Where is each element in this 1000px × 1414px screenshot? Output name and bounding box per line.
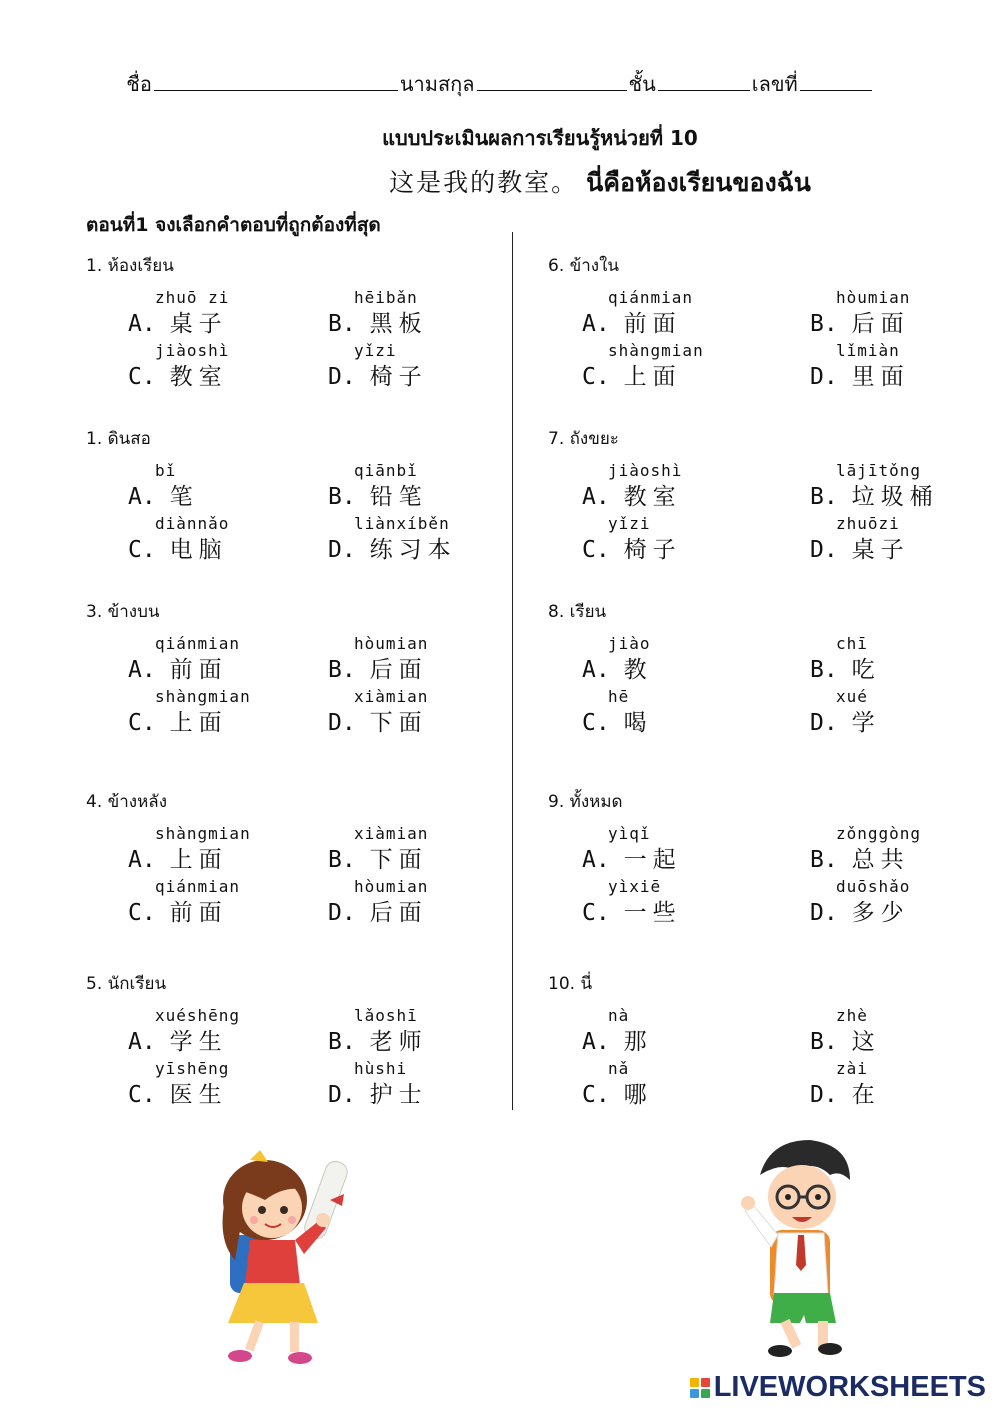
option-hanzi: 一起 xyxy=(623,847,682,873)
option-pinyin: jiàoshì xyxy=(608,461,683,480)
answer-option-b[interactable] xyxy=(810,651,881,684)
option-letter: C. xyxy=(128,537,156,563)
answer-option-c[interactable] xyxy=(128,531,228,564)
option-letter: D. xyxy=(328,900,356,926)
option-hanzi: 医生 xyxy=(169,1082,228,1108)
option-letter: A. xyxy=(582,311,610,337)
student-info-line xyxy=(0,68,1000,100)
option-letter: C. xyxy=(582,1082,610,1108)
answer-option-d[interactable] xyxy=(328,704,428,737)
girl-student-illustration xyxy=(210,1140,360,1375)
answer-option-a[interactable] xyxy=(582,305,682,338)
answer-option-d[interactable] xyxy=(328,531,457,564)
option-hanzi: 前面 xyxy=(169,900,228,926)
section-title: ตอนที่1 จงเลือกคำตอบที่ถูกต้องที่สุด xyxy=(86,214,381,236)
answer-option-b[interactable] xyxy=(328,1023,428,1056)
option-hanzi: 哪 xyxy=(623,1082,653,1108)
option-hanzi: 上面 xyxy=(169,710,228,736)
option-pinyin: hē xyxy=(608,687,630,706)
unit-title: แบบประเมินผลการเรียนรู้หน่วยที่ 10 xyxy=(382,126,698,150)
name-blank[interactable] xyxy=(154,72,398,91)
option-pinyin: jiàoshì xyxy=(155,341,230,360)
liveworksheets-logo-text: LIVEWORKSHEETS xyxy=(713,1371,986,1403)
answer-option-c[interactable] xyxy=(128,894,228,927)
option-letter: A. xyxy=(582,657,610,683)
option-letter: D. xyxy=(810,710,838,736)
option-pinyin: zhuō zi xyxy=(155,288,230,307)
option-hanzi: 椅子 xyxy=(369,364,428,390)
option-letter: A. xyxy=(582,1029,610,1055)
answer-option-c[interactable] xyxy=(582,1076,653,1109)
answer-option-d[interactable] xyxy=(328,358,428,391)
option-hanzi: 教 xyxy=(623,657,653,683)
question-label: 6. ข้างใน xyxy=(548,256,620,276)
option-letter: A. xyxy=(582,484,610,510)
option-letter: B. xyxy=(810,484,838,510)
column-divider xyxy=(512,232,513,1110)
option-letter: C. xyxy=(128,1082,156,1108)
option-pinyin: nà xyxy=(608,1006,630,1025)
option-pinyin: zhè xyxy=(836,1006,868,1025)
option-letter: B. xyxy=(328,657,356,683)
option-pinyin: yǐzi xyxy=(354,341,397,360)
option-letter: C. xyxy=(128,710,156,736)
option-hanzi: 垃圾桶 xyxy=(851,484,939,510)
answer-option-c[interactable] xyxy=(582,358,682,391)
option-pinyin: liànxíběn xyxy=(354,514,450,533)
option-pinyin: xuéshēng xyxy=(155,1006,241,1025)
option-hanzi: 上面 xyxy=(623,364,682,390)
surname-label: นามสกุล xyxy=(399,72,475,96)
liveworksheets-logo-icon xyxy=(690,1378,710,1398)
answer-option-a[interactable] xyxy=(128,1023,228,1056)
option-letter: A. xyxy=(128,1029,156,1055)
option-letter: A. xyxy=(128,311,156,337)
option-pinyin: qiánmian xyxy=(155,634,241,653)
question-label: 3. ข้างบน xyxy=(86,602,160,622)
option-pinyin: xiàmian xyxy=(354,824,429,843)
option-hanzi: 下面 xyxy=(369,710,428,736)
option-letter: C. xyxy=(582,364,610,390)
answer-option-a[interactable] xyxy=(128,841,228,874)
answer-option-d[interactable] xyxy=(810,894,910,927)
option-letter: C. xyxy=(582,900,610,926)
option-letter: D. xyxy=(810,364,838,390)
option-pinyin: jiào xyxy=(608,634,651,653)
option-pinyin: hòumian xyxy=(354,634,429,653)
option-pinyin: nǎ xyxy=(608,1059,630,1078)
option-hanzi: 那 xyxy=(623,1029,653,1055)
answer-option-a[interactable] xyxy=(582,478,682,511)
question-label: 1. ห้องเรียน xyxy=(86,256,174,276)
option-letter: D. xyxy=(328,1082,356,1108)
option-pinyin: shàngmian xyxy=(155,687,251,706)
option-hanzi: 椅子 xyxy=(623,537,682,563)
option-hanzi: 上面 xyxy=(169,847,228,873)
option-letter: B. xyxy=(810,657,838,683)
option-hanzi: 桌子 xyxy=(851,537,910,563)
option-pinyin: yìqǐ xyxy=(608,824,651,843)
answer-option-d[interactable] xyxy=(810,358,910,391)
option-hanzi: 老师 xyxy=(369,1029,428,1055)
answer-option-c[interactable] xyxy=(128,704,228,737)
option-hanzi: 学生 xyxy=(169,1029,228,1055)
option-pinyin: hòumian xyxy=(836,288,911,307)
answer-option-a[interactable] xyxy=(582,651,653,684)
liveworksheets-logo[interactable] xyxy=(690,1371,986,1404)
option-hanzi: 多少 xyxy=(851,900,910,926)
option-hanzi: 总共 xyxy=(851,847,910,873)
question-label: 4. ข้างหลัง xyxy=(86,792,168,812)
answer-option-c[interactable] xyxy=(128,1076,228,1109)
option-pinyin: hòumian xyxy=(354,877,429,896)
option-letter: D. xyxy=(810,537,838,563)
question-label: 10. นี่ xyxy=(548,974,593,994)
option-pinyin: hùshi xyxy=(354,1059,408,1078)
option-pinyin: qiánmian xyxy=(608,288,694,307)
option-hanzi: 后面 xyxy=(369,657,428,683)
option-letter: B. xyxy=(328,484,356,510)
answer-option-d[interactable] xyxy=(328,1076,428,1109)
answer-option-b[interactable] xyxy=(810,841,910,874)
answer-option-b[interactable] xyxy=(328,651,428,684)
answer-option-b[interactable] xyxy=(328,478,428,511)
answer-option-d[interactable] xyxy=(810,704,881,737)
surname-blank[interactable] xyxy=(477,72,627,91)
question-label: 5. นักเรียน xyxy=(86,974,167,994)
option-letter: A. xyxy=(582,847,610,873)
option-letter: A. xyxy=(128,484,156,510)
answer-option-a[interactable] xyxy=(582,841,682,874)
option-hanzi: 练习本 xyxy=(369,537,457,563)
option-pinyin: lājītǒng xyxy=(836,461,922,480)
option-letter: C. xyxy=(582,537,610,563)
answer-option-d[interactable] xyxy=(810,531,910,564)
option-hanzi: 一些 xyxy=(623,900,682,926)
option-hanzi: 在 xyxy=(851,1082,881,1108)
option-hanzi: 黑板 xyxy=(369,311,428,337)
option-letter: D. xyxy=(328,537,356,563)
option-letter: C. xyxy=(128,364,156,390)
option-letter: C. xyxy=(582,710,610,736)
option-hanzi: 下面 xyxy=(369,847,428,873)
option-pinyin: yīshēng xyxy=(155,1059,230,1078)
answer-option-a[interactable] xyxy=(128,478,199,511)
main-title-chinese: 这是我的教室。 xyxy=(389,168,579,197)
answer-option-b[interactable] xyxy=(328,841,428,874)
option-hanzi: 喝 xyxy=(623,710,653,736)
number-label: เลขที่ xyxy=(751,72,798,96)
option-hanzi: 护士 xyxy=(369,1082,428,1108)
option-pinyin: chī xyxy=(836,634,868,653)
option-letter: B. xyxy=(328,1029,356,1055)
option-hanzi: 后面 xyxy=(851,311,910,337)
answer-option-c[interactable] xyxy=(582,531,682,564)
option-pinyin: shàngmian xyxy=(155,824,251,843)
answer-option-d[interactable] xyxy=(810,1076,881,1109)
answer-option-a[interactable] xyxy=(128,651,228,684)
answer-option-c[interactable] xyxy=(582,704,653,737)
answer-option-b[interactable] xyxy=(810,1023,881,1056)
option-letter: D. xyxy=(328,364,356,390)
option-hanzi: 吃 xyxy=(851,657,881,683)
name-label: ชื่อ xyxy=(126,72,152,96)
answer-option-b[interactable] xyxy=(810,478,939,511)
option-pinyin: xué xyxy=(836,687,868,706)
question-label: 7. ถังขยะ xyxy=(548,429,619,449)
answer-option-a[interactable] xyxy=(128,305,228,338)
option-hanzi: 前面 xyxy=(169,657,228,683)
question-label: 9. ทั้งหมด xyxy=(548,792,623,812)
option-hanzi: 前面 xyxy=(623,311,682,337)
answer-option-c[interactable] xyxy=(128,358,228,391)
option-pinyin: qiānbǐ xyxy=(354,461,418,480)
option-hanzi: 这 xyxy=(851,1029,881,1055)
option-hanzi: 后面 xyxy=(369,900,428,926)
question-label: 1. ดินสอ xyxy=(86,429,151,449)
option-letter: B. xyxy=(810,847,838,873)
option-pinyin: xiàmian xyxy=(354,687,429,706)
option-letter: B. xyxy=(328,311,356,337)
option-hanzi: 铅笔 xyxy=(369,484,428,510)
answer-option-b[interactable] xyxy=(328,305,428,338)
option-letter: D. xyxy=(328,710,356,736)
main-title xyxy=(0,163,1000,203)
option-letter: D. xyxy=(810,900,838,926)
option-hanzi: 学 xyxy=(851,710,881,736)
option-hanzi: 教室 xyxy=(623,484,682,510)
option-pinyin: qiánmian xyxy=(155,877,241,896)
option-pinyin: zhuōzi xyxy=(836,514,900,533)
option-letter: D. xyxy=(810,1082,838,1108)
option-letter: B. xyxy=(810,311,838,337)
class-blank[interactable] xyxy=(658,72,750,91)
answer-option-a[interactable] xyxy=(582,1023,653,1056)
option-pinyin: zài xyxy=(836,1059,868,1078)
option-pinyin: yǐzi xyxy=(608,514,651,533)
option-letter: A. xyxy=(128,847,156,873)
question-label: 8. เรียน xyxy=(548,602,607,622)
option-pinyin: yìxiē xyxy=(608,877,662,896)
option-pinyin: lǎoshī xyxy=(354,1006,418,1025)
main-title-thai: นี่คือห้องเรียนของฉัน xyxy=(586,168,811,197)
option-hanzi: 教室 xyxy=(169,364,228,390)
option-pinyin: bǐ xyxy=(155,461,177,480)
answer-option-b[interactable] xyxy=(810,305,910,338)
option-pinyin: hēibǎn xyxy=(354,288,418,307)
boy-student-illustration xyxy=(740,1135,860,1370)
class-label: ชั้น xyxy=(628,72,656,96)
option-hanzi: 桌子 xyxy=(169,311,228,337)
option-letter: B. xyxy=(810,1029,838,1055)
option-hanzi: 电脑 xyxy=(169,537,228,563)
option-pinyin: duōshǎo xyxy=(836,877,911,896)
option-letter: A. xyxy=(128,657,156,683)
option-letter: C. xyxy=(128,900,156,926)
option-hanzi: 里面 xyxy=(851,364,910,390)
option-pinyin: lǐmiàn xyxy=(836,341,900,360)
answer-option-c[interactable] xyxy=(582,894,682,927)
option-letter: B. xyxy=(328,847,356,873)
option-pinyin: shàngmian xyxy=(608,341,704,360)
option-pinyin: diànnǎo xyxy=(155,514,230,533)
option-pinyin: zǒnggòng xyxy=(836,824,922,843)
answer-option-d[interactable] xyxy=(328,894,428,927)
number-blank[interactable] xyxy=(800,72,872,91)
option-hanzi: 笔 xyxy=(169,484,199,510)
